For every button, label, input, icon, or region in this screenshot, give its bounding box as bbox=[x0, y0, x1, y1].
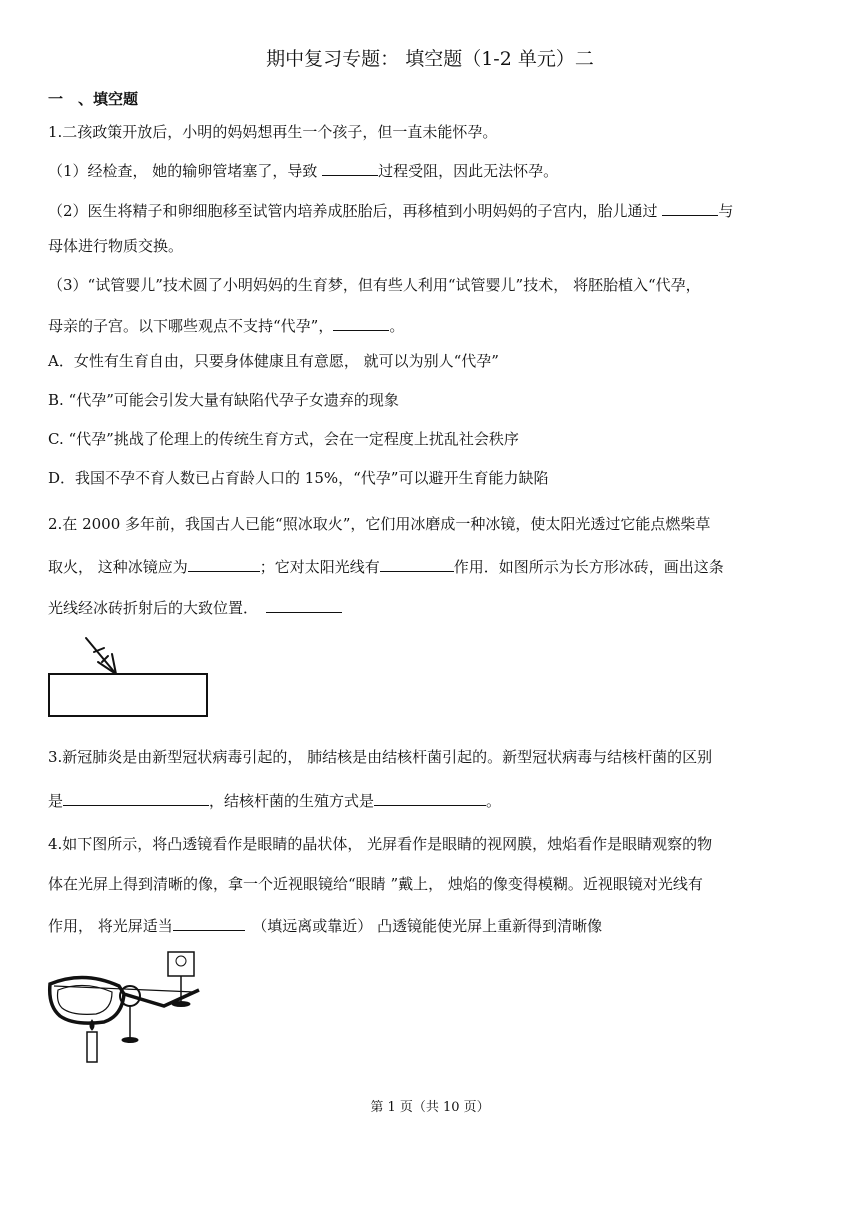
q2-text-b: ；它对太阳光线有 bbox=[259, 558, 380, 576]
q2-text-a: 取火， 这种冰镜应为 bbox=[48, 558, 188, 576]
q3-text-c: 。 bbox=[486, 792, 502, 810]
answer-blank[interactable] bbox=[333, 314, 389, 331]
q4-line3 bbox=[48, 914, 602, 936]
q1-part3-cont bbox=[48, 314, 404, 336]
answer-blank[interactable] bbox=[266, 596, 342, 613]
page-footer: 第 1 页（共 10 页） bbox=[370, 1100, 490, 1115]
q1-part3: （3）“试管婴儿”技术圆了小明妈妈的生育梦，但有些人利用“试管婴儿”技术， 将胚胎植入“代孕， bbox=[48, 276, 701, 294]
q2-line3 bbox=[48, 596, 342, 618]
q2-text-d: 光线经冰砖折射后的大致位置． bbox=[48, 599, 251, 617]
answer-blank[interactable] bbox=[380, 555, 454, 572]
screen-base bbox=[172, 1002, 190, 1007]
q1-part1-text-a: （1）经检查， 她的输卵管堵塞了，导致 bbox=[48, 162, 323, 180]
q1-part1-text-b: 过程受阻，因此无法怀孕。 bbox=[378, 162, 559, 180]
q2-line2 bbox=[48, 555, 724, 577]
candle-flame bbox=[90, 1020, 94, 1030]
candle-body bbox=[87, 1032, 97, 1062]
q1-part2-text-a: （2）医生将精子和卵细胞移至试管内培养成胚胎后，再移植到小明妈妈的子宫内，胎儿通过 bbox=[48, 202, 663, 220]
answer-blank[interactable] bbox=[63, 789, 209, 806]
q1-part2 bbox=[48, 199, 733, 221]
q1-part3-text-b: 母亲的子宫。以下哪些观点不支持“代孕”， bbox=[48, 317, 334, 335]
q1-part3-text-c: 。 bbox=[389, 317, 405, 335]
answer-blank[interactable] bbox=[374, 789, 486, 806]
lens-base bbox=[122, 1038, 138, 1043]
q3-line1: 3.新冠肺炎是由新型冠状病毒引起的， 肺结核是由结核杆菌引起的。新型冠状病毒与结核杆菌的区别 bbox=[48, 748, 713, 766]
q1-part1 bbox=[48, 159, 558, 181]
q1-part2-cont: 母体进行物质交换。 bbox=[48, 237, 184, 255]
q3-text-b: ，结核杆菌的生殖方式是 bbox=[209, 792, 375, 810]
flame-image bbox=[176, 956, 186, 966]
glasses-left-lens bbox=[58, 985, 113, 1014]
q1-option-c: C. “代孕”挑战了伦理上的传统生育方式，会在一定程度上扰乱社会秩序 bbox=[48, 430, 519, 448]
q3-text-a: 是 bbox=[48, 792, 64, 810]
q4-line2: 体在光屏上得到清晰的像，拿一个近视眼镜给“眼睛 ”戴上， 烛焰的像变得模糊。近视眼镜对光线有 bbox=[48, 875, 703, 893]
q1-stem: 1.二孩政策开放后，小明的妈妈想再生一个孩子，但一直未能怀孕。 bbox=[48, 123, 498, 141]
q3-line2 bbox=[48, 789, 501, 811]
q4-text-b: （填远离或靠近） 凸透镜能使光屏上重新得到清晰像 bbox=[259, 917, 603, 935]
answer-blank[interactable] bbox=[188, 555, 260, 572]
answer-blank[interactable] bbox=[662, 199, 718, 216]
page-title: 期中复习专题： 填空题（1-2 单元）二 bbox=[266, 48, 594, 70]
glasses-left-frame bbox=[50, 977, 124, 1023]
q4-text-a: 作用， 将光屏适当 bbox=[48, 917, 173, 935]
ice-brick bbox=[49, 674, 207, 716]
section-heading: 一 、填空题 bbox=[48, 90, 139, 108]
answer-blank[interactable] bbox=[173, 914, 245, 931]
q2-text-c: 作用．如图所示为长方形冰砖，画出这条 bbox=[453, 558, 724, 576]
q1-part2-text-b: 与 bbox=[718, 202, 734, 220]
q1-option-b: B. “代孕”可能会引发大量有缺陷代孕子女遗弃的现象 bbox=[48, 391, 399, 409]
q1-option-a: A．女性有生育自由，只要身体健康且有意愿， 就可以为别人“代孕” bbox=[48, 352, 499, 370]
q4-line1: 4.如下图所示，将凸透镜看作是眼睛的晶状体， 光屏看作是眼睛的视网膜，烛焰看作是眼睛观察的物 bbox=[48, 835, 713, 853]
eyeglasses-lens-figure bbox=[44, 950, 214, 1068]
answer-blank[interactable] bbox=[322, 159, 378, 176]
q1-option-d: D．我国不孕不育人数已占育龄人口的 15%，“代孕”可以避开生育能力缺陷 bbox=[48, 469, 549, 487]
q2-line1: 2.在 2000 多年前，我国古人已能“照冰取火”，它们用冰磨成一种冰镜，使太阳光透过它能点燃柴草 bbox=[48, 515, 711, 533]
ice-brick-figure bbox=[46, 632, 216, 722]
